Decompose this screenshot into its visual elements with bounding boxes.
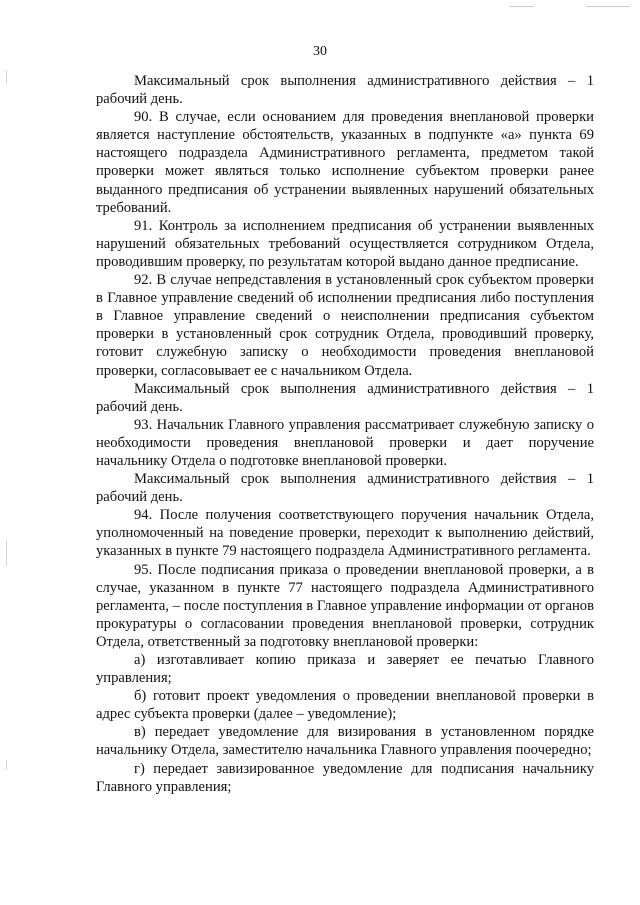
- scan-edge-mark: [6, 70, 7, 84]
- document-body: [96, 72, 594, 796]
- list-item-a: а) изготавливает копию приказа и заверяет ее печатью Главного управления;: [96, 652, 594, 687]
- paragraph-91: 91. Контроль за исполнением предписания об устранении выявленных нарушений обязательных требований осуществляется сотрудником Отдела, проводившим проверку, по результатам которой выдано данное предписание.: [96, 217, 594, 270]
- paragraph-max-term-3: Максимальный срок выполнения административного действия – 1 рабочий день.: [96, 471, 594, 506]
- paragraph-94: 94. После получения соответствующего поручения начальник Отдела, уполномоченный на поведение проверки, переходит к выполнению действий, указанных в пункте 79 настоящего подраздела Административного регламента.: [96, 507, 594, 560]
- paragraph-92: 92. В случае непредставления в установленный срок субъектом проверки в Главное управление сведений об исполнении предписания либо поступления в Главное управление сведений о неисполнении предписания субъектом проверки в установленный срок сотрудник Отдела, проводивший проверку, готовит служебную записку о необходимости проведения внеплановой проверки, согласовывает ее с начальником Отдела.: [96, 272, 594, 379]
- list-item-g: г) передает завизированное уведомление для подписания начальнику Главного управления;: [96, 760, 594, 795]
- scan-edge-mark: [6, 540, 7, 566]
- paragraph-max-term-2: Максимальный срок выполнения административного действия – 1 рабочий день.: [96, 380, 594, 415]
- scan-edge-mark: [6, 760, 7, 770]
- list-item-v: в) передает уведомление для визирования в установленном порядке начальнику Отдела, заместителю начальника Главного управления поочередно;: [96, 724, 594, 759]
- paragraph-90: 90. В случае, если основанием для проведения внеплановой проверки является наступление обстоятельств, указанных в подпункте «а» пункта 69 настоящего подраздела Административного регламента, предметом такой проверки может являться только исполнение субъектом проверки ранее выданного предписания об устранении выявленных нарушений обязательных требований.: [96, 109, 594, 216]
- list-item-b: б) готовит проект уведомления о проведении внеплановой проверки в адрес субъекта проверки (далее – уведомление);: [96, 688, 594, 723]
- paragraph-95: 95. После подписания приказа о проведении внеплановой проверки, а в случае, указанном в пункте 77 настоящего подраздела Административного регламента, – после поступления в Главное управление информации от органов прокуратуры о согласовании проведения внеплановой проверки, сотрудник Отдела, ответственный за подготовку внеплановой проверки:: [96, 561, 594, 650]
- page-number: 30: [313, 44, 327, 59]
- scan-artifact-line: [586, 6, 630, 7]
- paragraph-93: 93. Начальник Главного управления рассматривает служебную записку о необходимости проведения внеплановой проверки и дает поручение начальнику Отдела о подготовке внеплановой проверки.: [96, 416, 594, 469]
- paragraph-max-term-1: Максимальный срок выполнения административного действия – 1 рабочий день.: [96, 73, 594, 108]
- scan-artifact-line: [510, 6, 534, 7]
